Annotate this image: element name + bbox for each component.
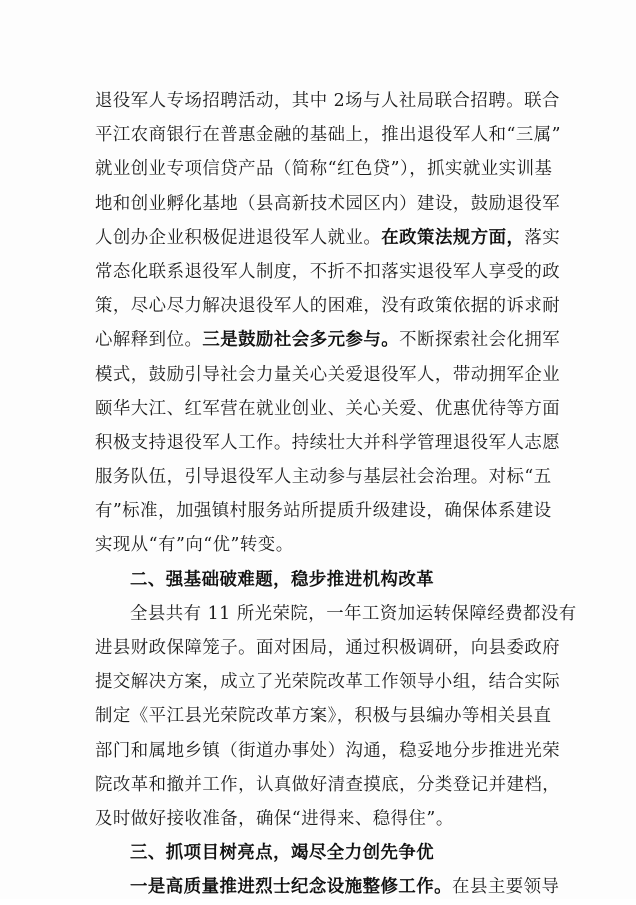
section-heading-3: 三、抓项目树亮点，竭尽全力创先争优: [130, 843, 435, 864]
text-line: 院改革和撤并工作，认真做好清查摸底，分类登记并建档，: [95, 774, 561, 795]
document-body: [95, 84, 577, 905]
text-line: [95, 870, 560, 904]
text-line: 进县财政保障笼子。面对困局，通过积极调研，向县委政府: [95, 638, 561, 658]
text-line: 平江农商银行在普惠金融的基础上，推出退役军人和“三属”: [95, 125, 562, 146]
text-line: 策，尽心尽力解决退役军人的困难，没有政策依据的诉求耐: [95, 296, 561, 317]
text-line: 及时做好接收准备，确保“进得来、稳得住”。: [95, 808, 454, 829]
bold-subheading: 三是鼓励社会多元参与。: [202, 330, 400, 351]
text-run: 不断探索社会化拥军: [399, 330, 561, 351]
text-line: 退役军人专场招聘活动，其中 2场与人社局联合招聘。联合: [95, 91, 560, 111]
text-run: 人创办企业积极促进退役军人就业。: [95, 227, 382, 248]
text-line: 部门和属地乡镇（街道办事处）沟通，稳妥地分步推进光荣: [95, 740, 561, 761]
text-line: [95, 323, 561, 357]
text-line: 地和创业孵化基地（县高新技术园区内）建设，鼓励退役军: [95, 193, 561, 214]
text-line: 有”标准，加强镇村服务站所提质升级建设，确保体系建设: [95, 501, 552, 522]
text-line: 积极支持退役军人工作。持续壮大并科学管理退役军人志愿: [95, 432, 561, 453]
section-heading-2: 二、强基础破难题，稳步推进机构改革: [130, 569, 435, 590]
text-line: 常态化联系退役军人制度，不折不扣落实退役军人享受的政: [95, 261, 561, 282]
text-line: 全县共有 11 所光荣院，一年工资加运转保障经费都没有: [130, 603, 577, 624]
bold-subheading: 一是高质量推进烈士纪念设施整修工作。: [130, 877, 453, 898]
text-line: 颐华大江、红军营在就业创业、关心关爱、优惠优待等方面: [95, 398, 561, 419]
text-line: 模式，鼓励引导社会力量关心关爱退役军人，带动拥军企业: [95, 364, 561, 385]
text-run: 落实: [524, 227, 561, 248]
text-line: 就业创业专项信贷产品（简称“红色贷”），抓实就业实训基: [95, 159, 553, 180]
text-line: 实现从“有”向“优”转变。: [95, 535, 294, 556]
text-line: [95, 221, 561, 255]
text-line: 制定《平江县光荣院改革方案》，积极与县编办等相关县直: [95, 706, 552, 727]
text-line: 提交解决方案，成立了光荣院改革工作领导小组，结合实际: [95, 672, 561, 693]
text-line: 服务队伍，引导退役军人主动参与基层社会治理。对标“五: [95, 467, 552, 488]
text-run: 心解释到位。: [95, 330, 203, 351]
bold-subheading: 在政策法规方面，: [381, 227, 525, 248]
text-run: 在县主要领导: [452, 877, 560, 898]
